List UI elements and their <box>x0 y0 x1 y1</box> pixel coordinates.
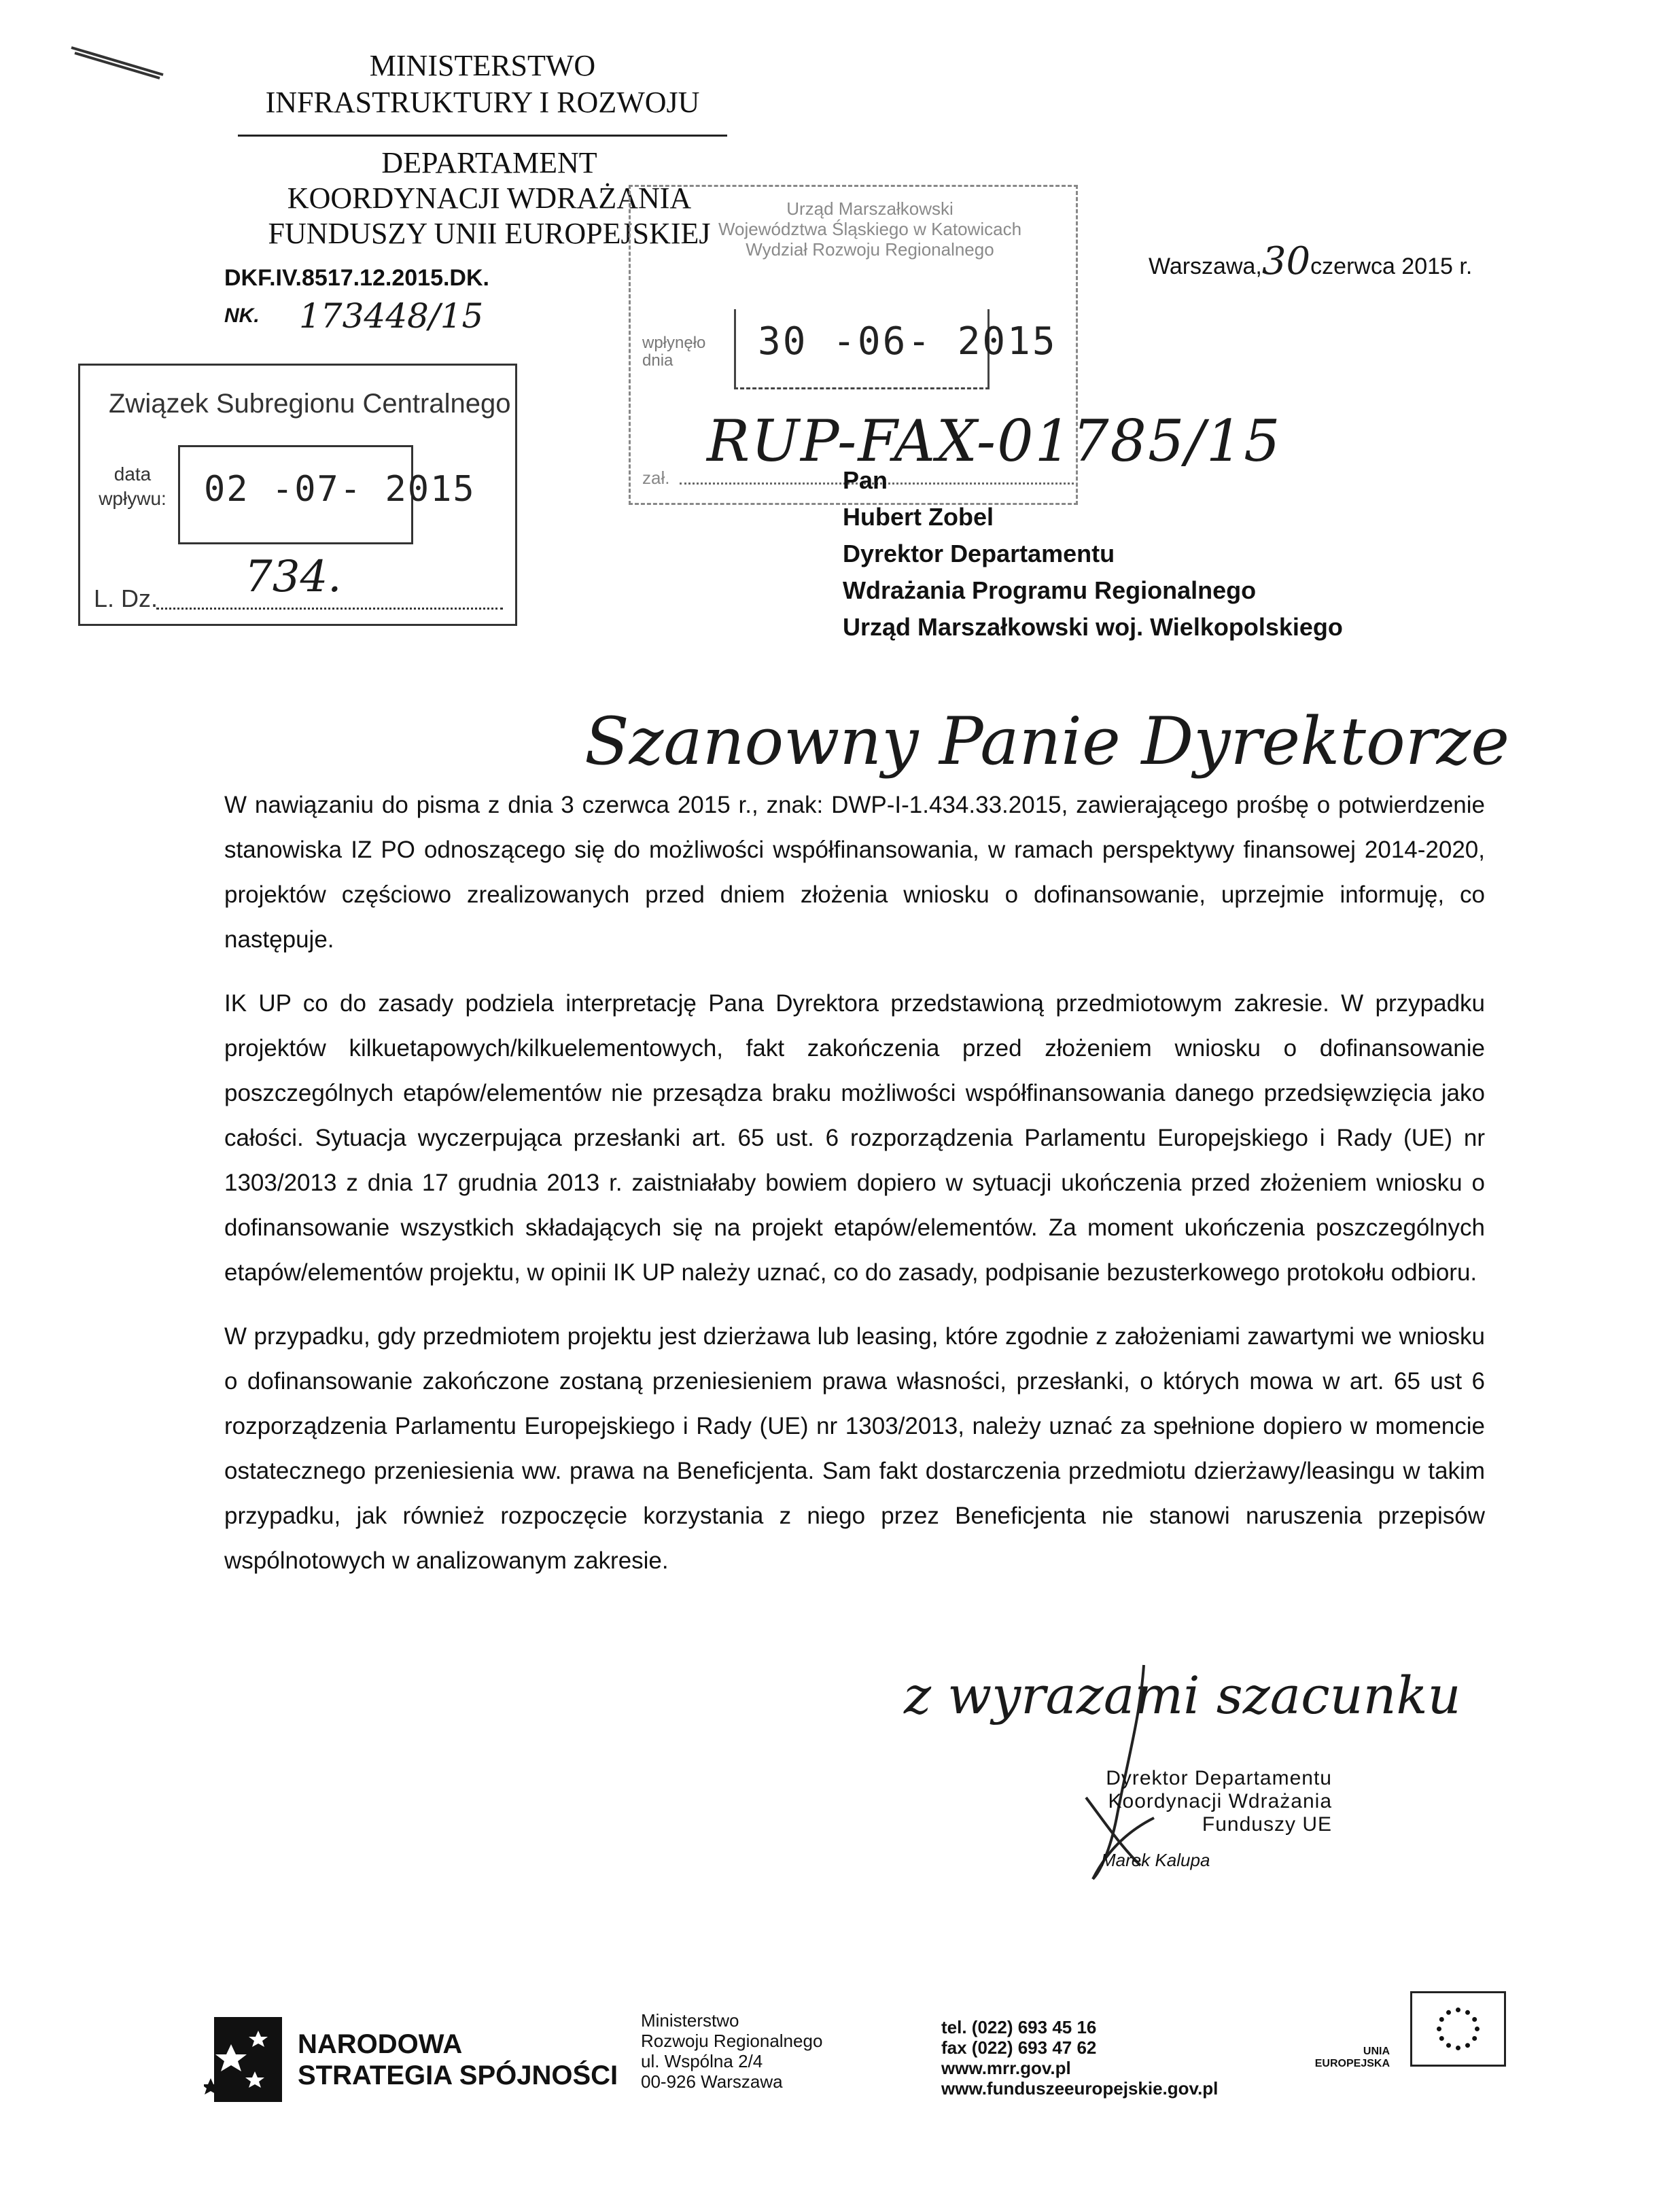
header-divider <box>238 135 727 137</box>
receipt-stamp-organization: Urząd Marszałkowski Województwa Śląskiego w Katowicach Wydział Rozwoju Regionalnego <box>718 198 1022 260</box>
body-paragraph-1: W nawiązaniu do pisma z dnia 3 czerwca 2015 r., znak: DWP-I-1.434.33.2015, zawierającego prośbę o potwierdzenie stanowiska IZ PO odnoszącego się do możliwości współfinansowania, w ramach perspektywy finansowej 2014-2020, projektów częściowo zrealizowanych przed dniem złożenia wniosku o dofinansowanie, uprzejmie informuję, co następuje. <box>224 792 1485 953</box>
eu-star <box>1475 2027 1480 2031</box>
registry-ldz-label: L. Dz. <box>94 584 158 612</box>
body-paragraph-3: W przypadku, gdy przedmiotem projektu jest dzierżawa lub leasing, które zgodnie z założeniami zawartymi we wniosku o dofinansowanie zakończone zostaną przeniesieniem prawa własności, przesłanki, o których mowa w art. 65 ust 6 rozporządzenia Parlamentu Europejskiego i Rady (UE) nr 1303/2013, należy uznać za spełnione dopiero w momencie ostatecznego przeniesienia ww. prawa na Beneficjenta. Sam fakt dostarczenia przedmiotu dzierżawy/leasingu w takim przypadku, jak również rozpoczęcie korzystania z niego przez Beneficjenta nie stanowi naruszenia przepisów wspólnotowych w analizowanym zakresie. <box>224 1323 1485 1574</box>
eu-flag-icon <box>1410 1991 1506 2067</box>
nk-handwritten-number: 173448/15 <box>299 296 484 336</box>
footer-fax: fax (022) 693 47 62 <box>941 2037 1097 2058</box>
handwritten-fax-number: RUP-FAX-01785/15 <box>707 408 1282 474</box>
addressee-block <box>843 462 1343 646</box>
registry-stamp-title: Związek Subregionu Centralnego <box>109 389 511 419</box>
ministry-name: MINISTERSTWO INFRASTRUKTURY I ROZWOJU <box>265 49 700 119</box>
addressee-salutation: Pan <box>843 466 888 494</box>
eu-star <box>1439 2017 1444 2022</box>
nss-logo-icon <box>204 2017 282 2102</box>
signatory-title: Dyrektor Departamentu Koordynacji Wdrażania Funduszy UE <box>1106 1767 1332 1836</box>
nss-logo-text: NARODOWA STRATEGIA SPÓJNOŚCI <box>298 2029 618 2090</box>
eu-star <box>1456 2008 1460 2012</box>
eu-star <box>1439 2036 1444 2041</box>
receipt-date-value: 30 -06- 2015 <box>758 319 1057 364</box>
department-name: DEPARTAMENT KOORDYNACJI WDRAŻANIA FUNDUSZY UNII EUROPEJSKIEJ <box>268 146 711 250</box>
date-city: Warszawa, <box>1149 253 1262 279</box>
pen-mark <box>68 41 170 82</box>
eu-star <box>1472 2036 1477 2041</box>
date-day-handwritten: 30 <box>1261 239 1311 283</box>
footer-website-1: www.mrr.gov.pl <box>941 2058 1071 2078</box>
signatory-name: Marek Kalupa <box>1101 1850 1210 1870</box>
addressee-name: Hubert Zobel <box>843 503 994 531</box>
addressee-department: Wdrażania Programu Regionalnego <box>843 576 1257 604</box>
addressee-office: Urząd Marszałkowski woj. Wielkopolskiego <box>843 613 1343 641</box>
addressee-title: Dyrektor Departamentu <box>843 540 1115 567</box>
registry-date-value: 02 -07- 2015 <box>204 469 476 510</box>
eu-star <box>1446 2043 1451 2048</box>
footer-phone: tel. (022) 693 45 16 <box>941 2017 1097 2037</box>
eu-star <box>1437 2027 1441 2031</box>
eu-star <box>1446 2010 1451 2015</box>
eu-star <box>1472 2017 1477 2022</box>
footer-ministry-address: Ministerstwo Rozwoju Regionalnego ul. Wspólna 2/4 00-926 Warszawa <box>641 2010 823 2092</box>
registry-date-label: data wpływu: <box>99 463 167 509</box>
letter-body <box>224 783 1485 1602</box>
footer-website-2: www.funduszeeuropejskie.gov.pl <box>941 2078 1219 2099</box>
handwritten-closing: z wyrazami szacunku <box>904 1665 1461 1725</box>
receipt-stamp-received-label: wpłynęło dnia <box>642 334 706 370</box>
eu-label: UNIA EUROPEJSKA <box>1314 2046 1390 2069</box>
eu-star <box>1465 2010 1470 2015</box>
receipt-zal-label: zał. <box>642 468 670 488</box>
body-paragraph-2: IK UP co do zasady podziela interpretację Pana Dyrektora przedstawioną przedmiotowym zakresie. W przypadku projektów kilkuetapowych/kilkuelementowych, fakt zakończenia przed złożeniem wniosku o dofinansowanie poszczególnych etapów/elementów nie przesądza braku możliwości współfinansowania danego przedsięwzięcia jako całości. Sytuacja wyczerpująca przesłanki art. 65 ust. 6 rozporządzenia Parlamentu Europejskiego i Rady (UE) nr 1303/2013 z dnia 17 grudnia 2013 r. zaistniałaby bowiem dopiero w sytuacji ukończenia przed złożeniem wniosku o dofinansowanie wszystkich składających się na projekt etapów/elementów. Za moment ukończenia poszczególnych etapów/elementów projektu, w opinii IK UP należy uznać, co do zasady, podpisanie bezusterkowego protokołu odbioru. <box>224 990 1485 1286</box>
eu-star <box>1465 2043 1470 2048</box>
letter-date <box>1149 239 1472 283</box>
nk-label: NK. <box>224 304 260 327</box>
footer-contact <box>941 2017 1218 2099</box>
handwritten-salutation: Szanowny Panie Dyrektorze <box>584 703 1510 779</box>
registry-ldz-handwritten: 734. <box>245 552 342 602</box>
eu-star <box>1456 2046 1460 2050</box>
date-rest: czerwca 2015 r. <box>1310 253 1473 279</box>
document-reference: DKF.IV.8517.12.2015.DK. <box>224 265 489 291</box>
